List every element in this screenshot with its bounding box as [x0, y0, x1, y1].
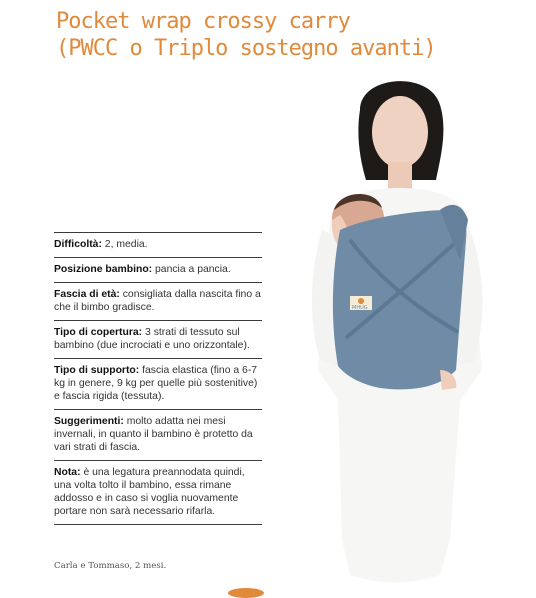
- entry-text: molto adatta nei mesi invernali, in quanto il bambino è protetto da vari strati di fascia.: [54, 416, 253, 453]
- entry-label: Fascia di età:: [54, 289, 120, 300]
- entry-posizione-bambino: [54, 258, 262, 282]
- info-list: [54, 232, 262, 525]
- entry-text: 2, media.: [101, 239, 148, 250]
- entry-text: è una legatura preannodata quindi, una volta tolto il bambino, essa rimane addosso e in caso si voglia nuovamente portare non sarà necessario rifarla.: [54, 467, 245, 517]
- page-title: [56, 8, 516, 62]
- photo-face: [372, 96, 428, 168]
- entry-text: 3 strati di tessuto sul bambino (due incrociati e uno orizzontale).: [54, 327, 250, 351]
- entry-label: Suggerimenti:: [54, 416, 124, 427]
- title-line-2: (PWCC o Triplo sostegno avanti): [56, 36, 436, 61]
- page-marker-decoration: [228, 588, 264, 598]
- divider: [54, 524, 262, 525]
- entry-label: Tipo di supporto:: [54, 365, 140, 376]
- photo-wrap-tag-text: MHUG: [352, 305, 368, 311]
- entry-label: Posizione bambino:: [54, 264, 153, 275]
- carrier-photo: [290, 70, 500, 590]
- entry-difficolta: [54, 233, 262, 257]
- photo-wrap-tag-dot: [358, 298, 364, 304]
- entry-label: Tipo di copertura:: [54, 327, 143, 338]
- entry-label: Nota:: [54, 467, 81, 478]
- entry-text: consigliata dalla nascita fino a che il bimbo gradisce.: [54, 289, 261, 313]
- entry-text: pancia a pancia.: [152, 264, 231, 275]
- entry-label: Difficoltà:: [54, 239, 102, 250]
- entry-nota: [54, 461, 262, 524]
- photo-caption: Carla e Tommaso, 2 mesi.: [54, 561, 167, 571]
- entry-fascia-di-eta: [54, 283, 262, 320]
- photo-neck: [388, 162, 412, 192]
- entry-suggerimenti: [54, 410, 262, 460]
- entry-tipo-di-copertura: [54, 321, 262, 358]
- entry-tipo-di-supporto: [54, 359, 262, 409]
- title-line-1: Pocket wrap crossy carry: [56, 9, 350, 34]
- entry-text: fascia elastica (fino a 6-7 kg in genere, 9 kg per quelle più sostenitive) e fascia rigida (tessuta).: [54, 365, 258, 402]
